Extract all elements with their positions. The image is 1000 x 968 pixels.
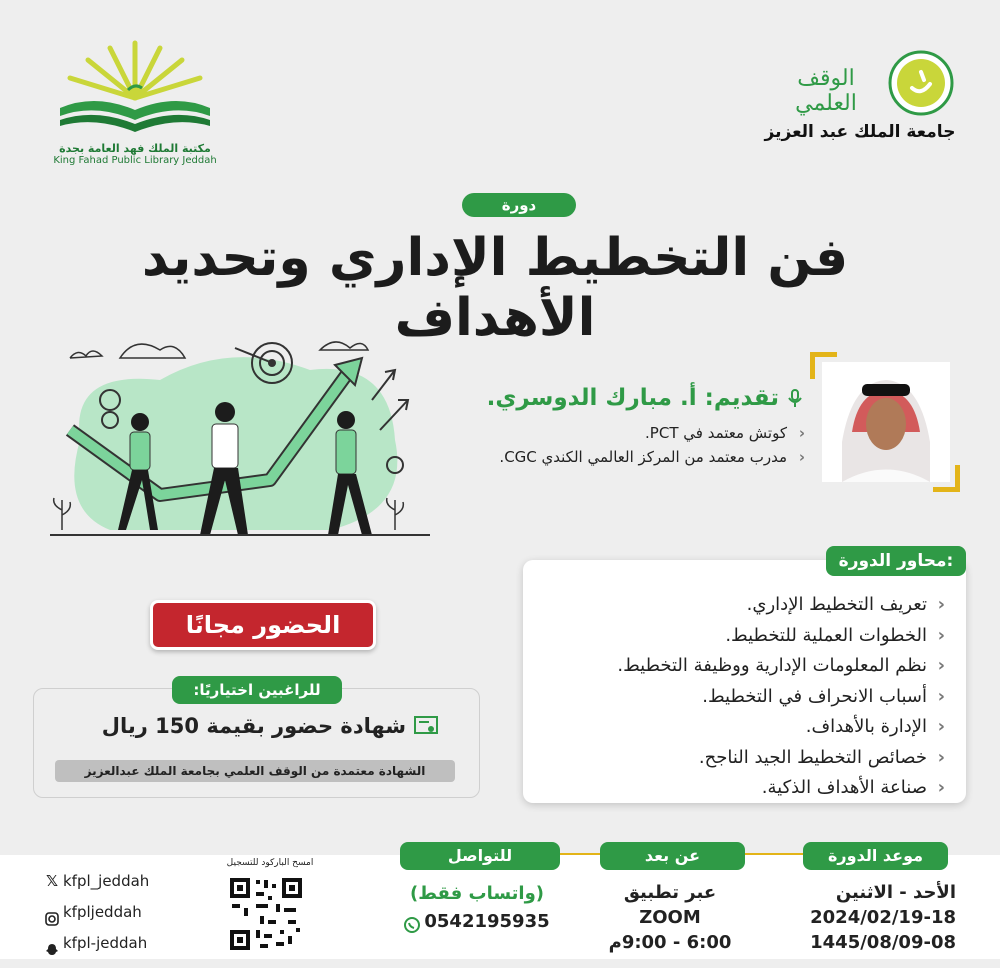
contact-heading: للتواصل xyxy=(400,842,560,870)
certificate-icon xyxy=(414,715,438,737)
topic-item: ‹ صناعة الأهداف الذكية. xyxy=(535,773,945,804)
topics-heading: محاور الدورة: xyxy=(826,546,966,576)
topic-item: ‹ خصائص التخطيط الجيد الناجح. xyxy=(535,743,945,774)
schedule-gregorian: 2024/02/19-18 xyxy=(810,907,956,928)
course-tag: دورة xyxy=(462,193,576,217)
credential-item: ‹ مدرب معتمد من المركز العالمي الكندي CGC. xyxy=(450,445,805,469)
remote-app-name: ZOOM xyxy=(639,907,701,928)
social-x-handle: kfpl_jeddah xyxy=(63,872,150,890)
presenter-info xyxy=(450,385,805,469)
waqf-logo xyxy=(760,50,960,150)
certificate-line xyxy=(40,714,438,738)
free-attendance-badge: الحضور مجانًا xyxy=(150,600,376,650)
social-snapchat-handle: kfpl-jeddah xyxy=(63,934,148,952)
presenter-credentials xyxy=(450,421,805,469)
schedule-days: الأحد - الاثنين xyxy=(835,882,956,903)
university-name: جامعة الملك عبد العزيز xyxy=(764,122,956,142)
waqf-emblem-icon xyxy=(888,50,954,116)
mic-icon xyxy=(785,388,805,408)
x-icon: 𝕏 xyxy=(45,872,59,890)
topics-list xyxy=(535,590,945,804)
remote-info xyxy=(580,880,760,955)
presenter-photo xyxy=(810,352,960,492)
qr-code-icon[interactable] xyxy=(228,876,304,952)
credential-item: ‹ كوتش معتمد في PCT. xyxy=(450,421,805,445)
topic-item: ‹ الخطوات العملية للتخطيط. xyxy=(535,621,945,652)
remote-app-line: عبر تطبيق xyxy=(623,882,717,903)
snapchat-icon xyxy=(45,937,59,951)
contact-phone[interactable]: 0542195935 xyxy=(424,911,550,932)
schedule-heading: موعد الدورة xyxy=(803,842,948,870)
whatsapp-icon xyxy=(404,914,420,930)
remote-time: 6:00 - 9:00م xyxy=(608,932,732,953)
book-sun-icon xyxy=(50,38,220,138)
schedule-hijri: 1445/08/09-08 xyxy=(810,932,956,953)
teamwork-illustration xyxy=(50,330,440,545)
topic-item: ‹ الإدارة بالأهداف. xyxy=(535,712,945,743)
certificate-text: شهادة حضور بقيمة 150 ريال xyxy=(101,714,406,738)
presenter-portrait-icon xyxy=(822,362,950,482)
whatsapp-only-note: (واتساب فقط) xyxy=(409,883,544,904)
remote-heading: عن بعد xyxy=(600,842,745,870)
social-links xyxy=(45,866,205,959)
library-name-en: King Fahad Public Library Jeddah xyxy=(53,155,217,166)
instagram-icon xyxy=(45,906,59,920)
library-name-ar: مكتبة الملك فهد العامة بجدة xyxy=(59,142,211,155)
topic-item: ‹ تعريف التخطيط الإداري. xyxy=(535,590,945,621)
social-x-row[interactable] xyxy=(45,866,205,897)
qr-label: امسح الباركود للتسجيل xyxy=(226,858,314,868)
schedule-info xyxy=(760,880,956,955)
topic-item: ‹ نظم المعلومات الإدارية ووظيفة التخطيط. xyxy=(535,651,945,682)
waqf-name: الوقف العلمي xyxy=(795,66,857,116)
library-logo xyxy=(50,38,220,166)
social-instagram-row[interactable] xyxy=(45,897,205,928)
contact-info xyxy=(392,880,562,936)
topic-item: ‹ أسباب الانحراف في التخطيط. xyxy=(535,682,945,713)
certificate-note: الشهادة معتمدة من الوقف العلمي بجامعة الملك عبدالعزيز xyxy=(55,760,455,782)
page-title: فن التخطيط الإداري وتحديد الأهداف xyxy=(141,228,849,348)
presenter-name: تقديم: أ. مبارك الدوسري. xyxy=(486,385,779,411)
certificate-heading: للراغبين اختياريًا: xyxy=(172,676,342,704)
social-instagram-handle: kfpljeddah xyxy=(63,903,142,921)
social-snapchat-row[interactable] xyxy=(45,928,205,959)
